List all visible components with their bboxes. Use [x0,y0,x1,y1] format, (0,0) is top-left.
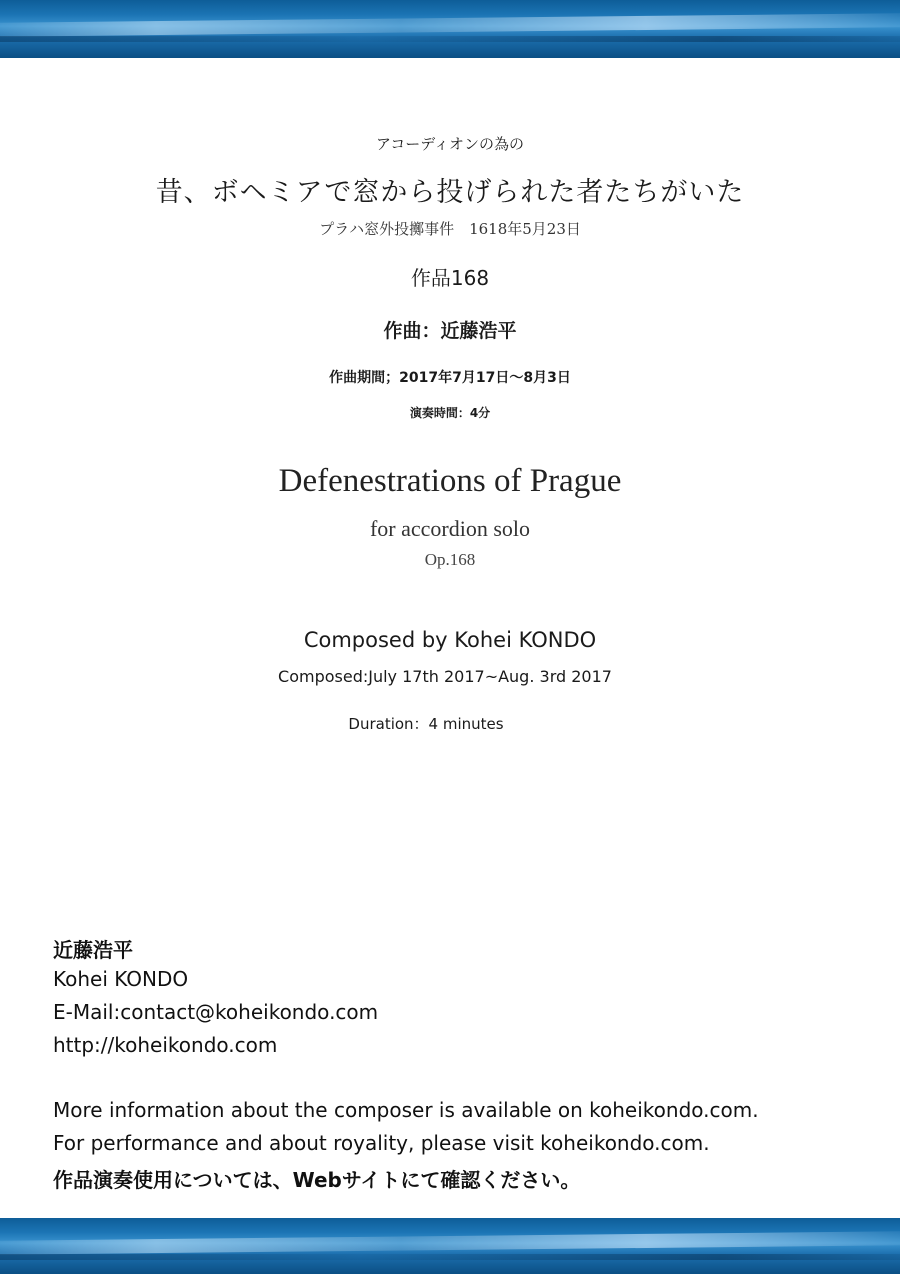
composer-jp: 作曲：近藤浩平 [383,320,517,342]
contact-name-en: Kohei KONDO [53,967,189,991]
info-line-1: More information about the composer is available on koheikondo.com. [53,1098,759,1122]
info-line-3: 作品演奏使用については、Webサイトにて確認ください。 [53,1168,581,1192]
bottom-decorative-band [0,1218,900,1274]
contact-email: E-Mail:contact@koheikondo.com [53,1000,379,1024]
event-date-jp: プラハ窓外投擲事件 1618年5月23日 [319,220,581,238]
opus-number-en: Op.168 [424,550,476,569]
composer-en: Composed by Kohei KONDO [303,628,597,652]
title-en: Defenestrations of Prague [278,463,622,499]
subtitle-jp: アコーディオンの為の [375,135,525,153]
title-jp: 昔、ボヘミアで窓から投げられた者たちがいた [155,177,745,208]
contact-name-jp: 近藤浩平 [53,938,133,962]
info-line-2: For performance and about royality, please visit koheikondo.com. [53,1131,710,1155]
duration-en: Duration：4 minutes [348,715,504,733]
duration-jp: 演奏時間：4分 [409,406,491,420]
composition-period-jp: 作曲期間；2017年7月17日～8月3日 [329,370,571,386]
opus-number-jp: 作品168 [410,266,490,290]
contact-url: http://koheikondo.com [53,1033,278,1057]
instrumentation-en: for accordion solo [369,516,531,541]
top-decorative-band [0,0,900,58]
composition-period-en: Composed:July 17th 2017~Aug. 3rd 2017 [278,667,612,686]
